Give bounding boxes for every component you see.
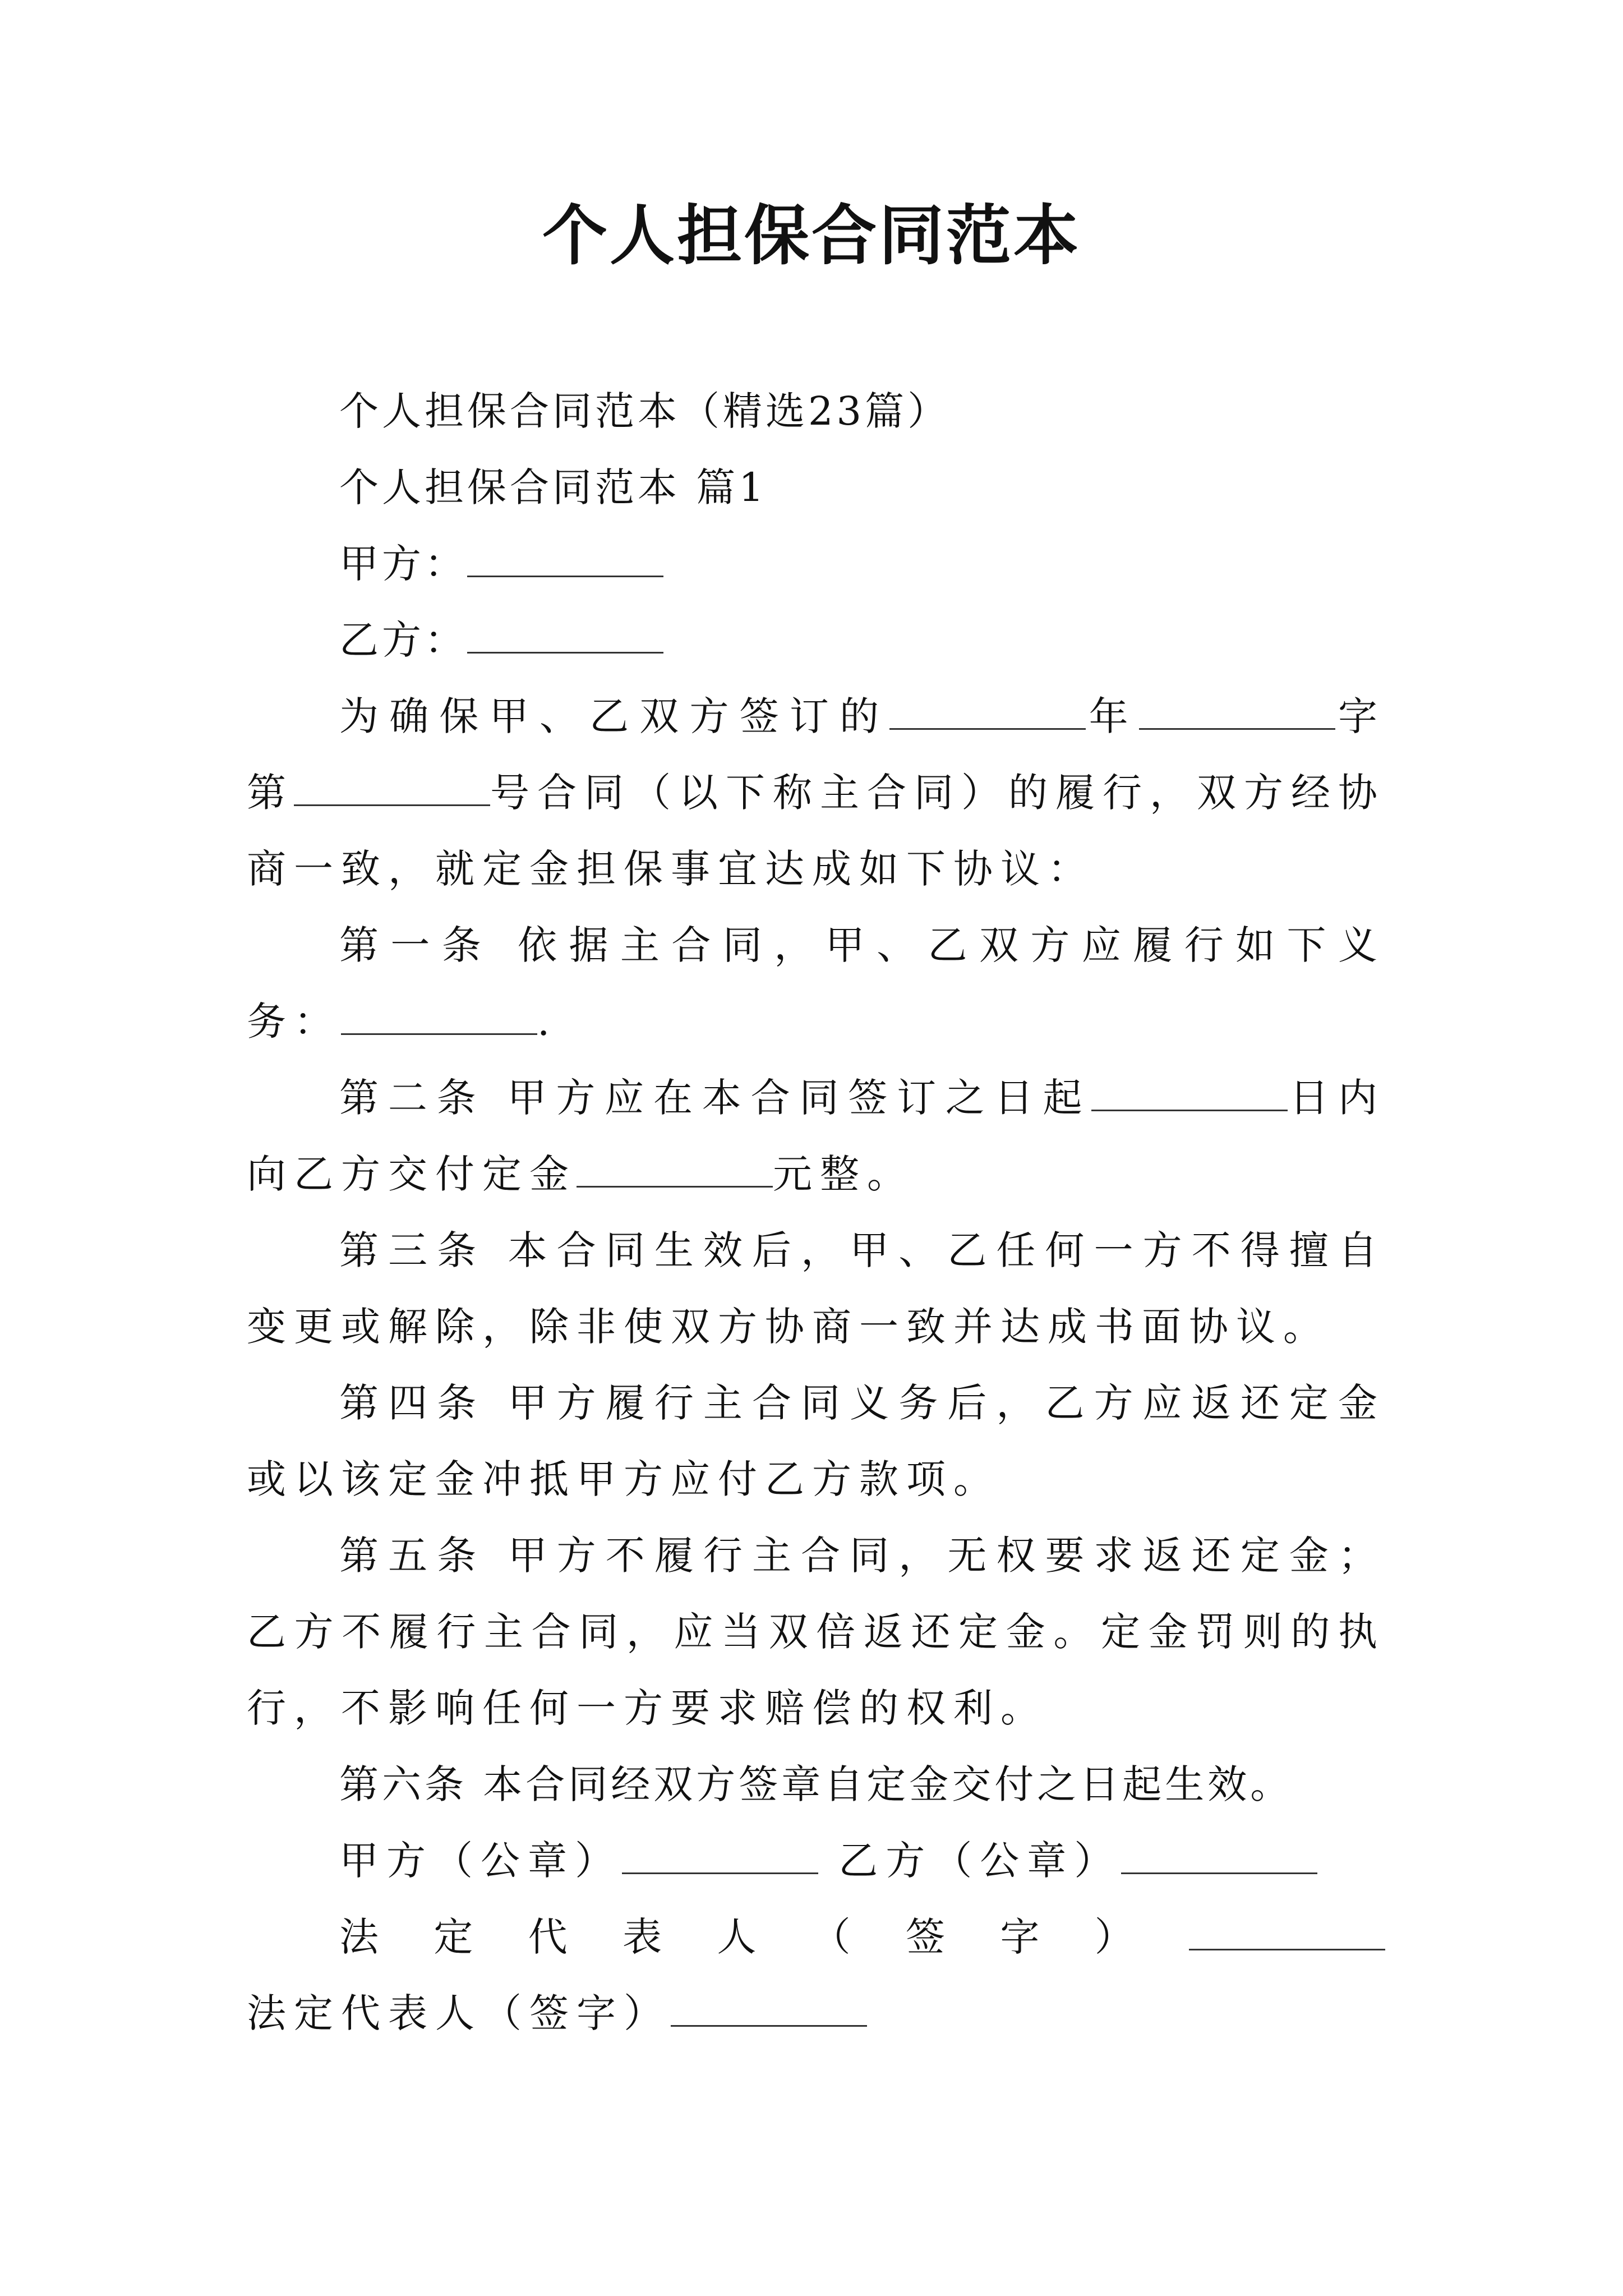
seal-line bbox=[247, 1823, 1385, 1899]
contract-word-blank bbox=[1139, 689, 1335, 730]
article-5: 第五条 甲方不履行主合同，无权要求返还定金；乙方不履行主合同，应当双倍返还定金。定金罚则的执行，不影响任何一方要求赔偿的权利。 bbox=[247, 1533, 1385, 1731]
party-a-blank bbox=[467, 536, 663, 577]
representative-line bbox=[247, 1899, 1385, 2051]
article-2 bbox=[247, 1060, 1385, 1212]
intro-text-3: 字第 bbox=[247, 693, 1386, 816]
intro-text-4: 号合同（以下称主合同）的履行，双方经协商一致，就定金担保事宜达成如下协议： bbox=[247, 770, 1385, 892]
article-2-text-2: 日内向乙方交付定金 bbox=[247, 1075, 1386, 1197]
document-title: 个人担保合同范本 bbox=[542, 197, 1081, 274]
days-blank bbox=[1091, 1070, 1288, 1111]
seal-b-blank bbox=[1121, 1833, 1317, 1874]
article-2-text-1: 第二条 甲方应在本合同签订之日起 bbox=[339, 1075, 1092, 1121]
contract-number-blank bbox=[294, 765, 490, 806]
seal-a-label: 甲方（公章） bbox=[339, 1838, 622, 1884]
article-4: 第四条 甲方履行主合同义务后，乙方应返还定金或以该定金冲抵甲方应付乙方款项。 bbox=[247, 1380, 1385, 1502]
party-b-blank bbox=[467, 613, 663, 654]
article-1-text: 第一条 依据主合同，甲、乙双方应履行如下义务： bbox=[247, 922, 1385, 1045]
rep-b-label: 法定代表人（签字） bbox=[247, 1990, 671, 2036]
article-3: 第三条 本合同生效后，甲、乙任何一方不得擅自变更或解除，除非使双方协商一致并达成书面协议。 bbox=[247, 1227, 1385, 1350]
contract-year-blank bbox=[889, 689, 1086, 730]
rep-a-label: 法定代表人（签字） bbox=[339, 1914, 1189, 1960]
article-1-tail: . bbox=[537, 999, 558, 1045]
chapter-heading: 个人担保合同范本 篇1 bbox=[339, 464, 767, 510]
party-b-label: 乙方： bbox=[339, 617, 467, 663]
seal-b-label: 乙方（公章） bbox=[838, 1838, 1122, 1884]
obligation-blank bbox=[341, 994, 537, 1035]
intro-paragraph bbox=[247, 678, 1385, 907]
article-2-text-3: 元整。 bbox=[773, 1151, 914, 1197]
party-b-line bbox=[247, 602, 1385, 678]
intro-text-2: 年 bbox=[1086, 693, 1139, 739]
rep-b-blank bbox=[671, 1986, 867, 2027]
party-a-label: 甲方： bbox=[339, 541, 467, 587]
document-subtitle: 个人担保合同范本（精选23篇） bbox=[339, 388, 951, 434]
document-body bbox=[247, 373, 1385, 2051]
rep-a-blank bbox=[1189, 1910, 1385, 1950]
deposit-amount-blank bbox=[577, 1147, 773, 1188]
party-a-line bbox=[247, 526, 1385, 602]
intro-text-1: 为确保甲、乙双方签订的 bbox=[339, 693, 890, 739]
article-6: 第六条 本合同经双方签章自定金交付之日起生效。 bbox=[339, 1761, 1293, 1807]
seal-a-blank bbox=[622, 1833, 818, 1874]
article-1 bbox=[247, 907, 1385, 1060]
